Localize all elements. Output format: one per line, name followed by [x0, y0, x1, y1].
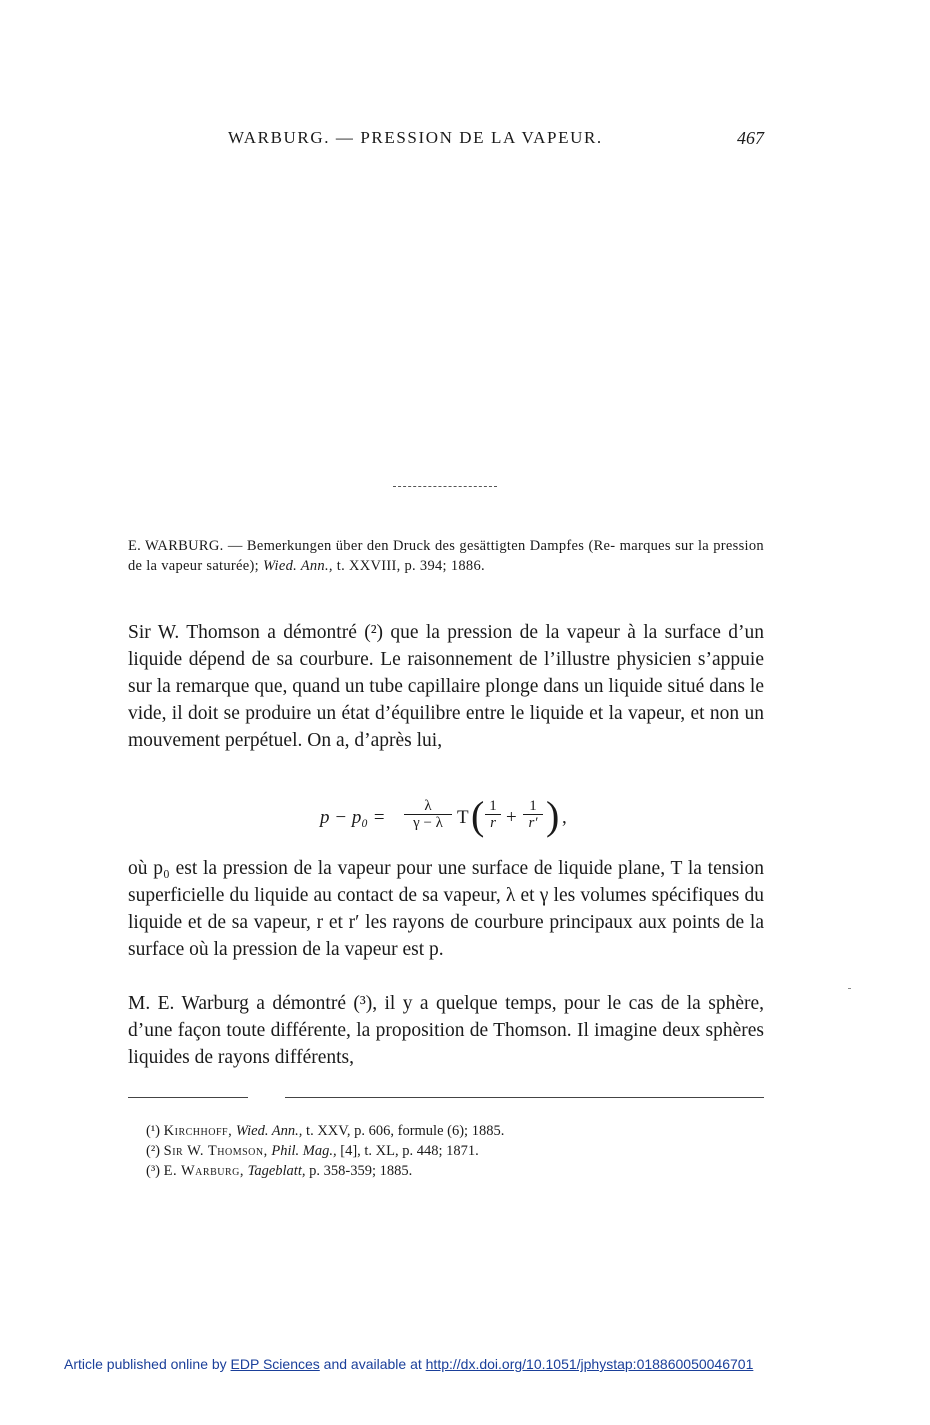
formula-fraction-r-prime: $\frac{1}{r'}$ — [523, 798, 543, 831]
publication-notice — [64, 1356, 824, 1372]
formula-plus: + — [506, 807, 517, 828]
margin-mark — [848, 988, 851, 989]
footnote-1: (¹) Kirchhoff, Wied. Ann., t. XXV, p. 606, formule (6); 1885. — [146, 1123, 505, 1139]
doi-link[interactable]: http://dx.doi.org/10.1051/jphystap:018860050046701 — [425, 1356, 754, 1372]
page-number: 467 — [737, 128, 764, 148]
paragraph-1: Sir W. Thomson a démontré (²) que la pression de la vapeur à la surface d’un liquide dépend de sa courbure. Le raisonnement de l’illustre physicien s’appuie sur la remarque que, quand un tube capillaire plonge dans un liquide situé dans le vide, il doit se produire un état d’équilibre entre le liquide et la vapeur, et non un mouvement perpétuel. On a, d’après lui, — [128, 622, 764, 751]
footnote-3: (³) E. Warburg, Tageblatt, p. 358-359; 1885. — [146, 1163, 413, 1179]
formula-fraction-lambda: $\frac{\lambda}{\gamma - \lambda}$ — [404, 798, 452, 831]
reference-author: E. WARBURG. — [128, 538, 224, 554]
footnote-author: E. Warburg, — [163, 1163, 244, 1179]
thomson-formula — [320, 793, 620, 843]
notice-middle: and available at — [323, 1356, 422, 1372]
footnote-author: Kirchhoff, — [163, 1123, 233, 1139]
reference-title-french: marques sur la pression de la vapeur saturée); — [128, 538, 764, 574]
section-ornament — [393, 486, 497, 489]
paragraph-2: où p₀ est la pression de la vapeur pour une surface de liquide plane, T la tension superficielle du liquide au contact de sa vapeur, λ et γ les volumes spécifiques du liquide et de sa vapeur, r et r′ les rayons de courbure principaux aux points de la surface où la pression de la vapeur est p. — [128, 858, 764, 960]
formula-tension-T: T — [457, 807, 469, 828]
formula-left-paren: ( — [471, 793, 485, 838]
formula-trailing-comma: , — [562, 807, 567, 828]
formula-lhs: p − p₀ = — [320, 807, 386, 828]
paragraph-3: M. E. Warburg a démontré (³), il y a quelque temps, pour le cas de la sphère, d’une façon toute différente, la proposition de Thomson. Il imagine deux sphères liquides de rayons différents, — [128, 993, 764, 1068]
running-title: WARBURG. — PRESSION DE LA VAPEUR. — [228, 128, 603, 147]
footnote-rule-right — [285, 1097, 764, 1098]
footnote-journal: Tageblatt, — [247, 1163, 306, 1179]
bibliographic-reference — [128, 536, 764, 576]
reference-journal: Wied. Ann., — [262, 558, 333, 574]
reference-year: 1886. — [450, 558, 485, 574]
footnote-journal: Wied. Ann., — [235, 1123, 303, 1139]
notice-prefix: Article published online by — [64, 1356, 227, 1372]
formula-right-paren: ) — [546, 793, 560, 838]
formula-fraction-r: $\frac{1}{r}$ — [485, 798, 501, 831]
running-header — [128, 128, 764, 152]
footnote-author: Sir W. Thomson, — [163, 1143, 268, 1159]
reference-volume-pages: t. XXVIII, p. 394; — [336, 558, 447, 574]
publisher-link[interactable]: EDP Sciences — [230, 1356, 320, 1372]
footnotes — [146, 1121, 764, 1181]
reference-title-german: — Bemerkungen über den Druck des gesättigten Dampfes (Re- — [227, 538, 616, 554]
footnote-journal: Phil. Mag., — [271, 1143, 337, 1159]
footnote-rule-left — [128, 1097, 248, 1098]
footnote-2: (²) Sir W. Thomson, Phil. Mag., [4], t. XL, p. 448; 1871. — [146, 1143, 479, 1159]
